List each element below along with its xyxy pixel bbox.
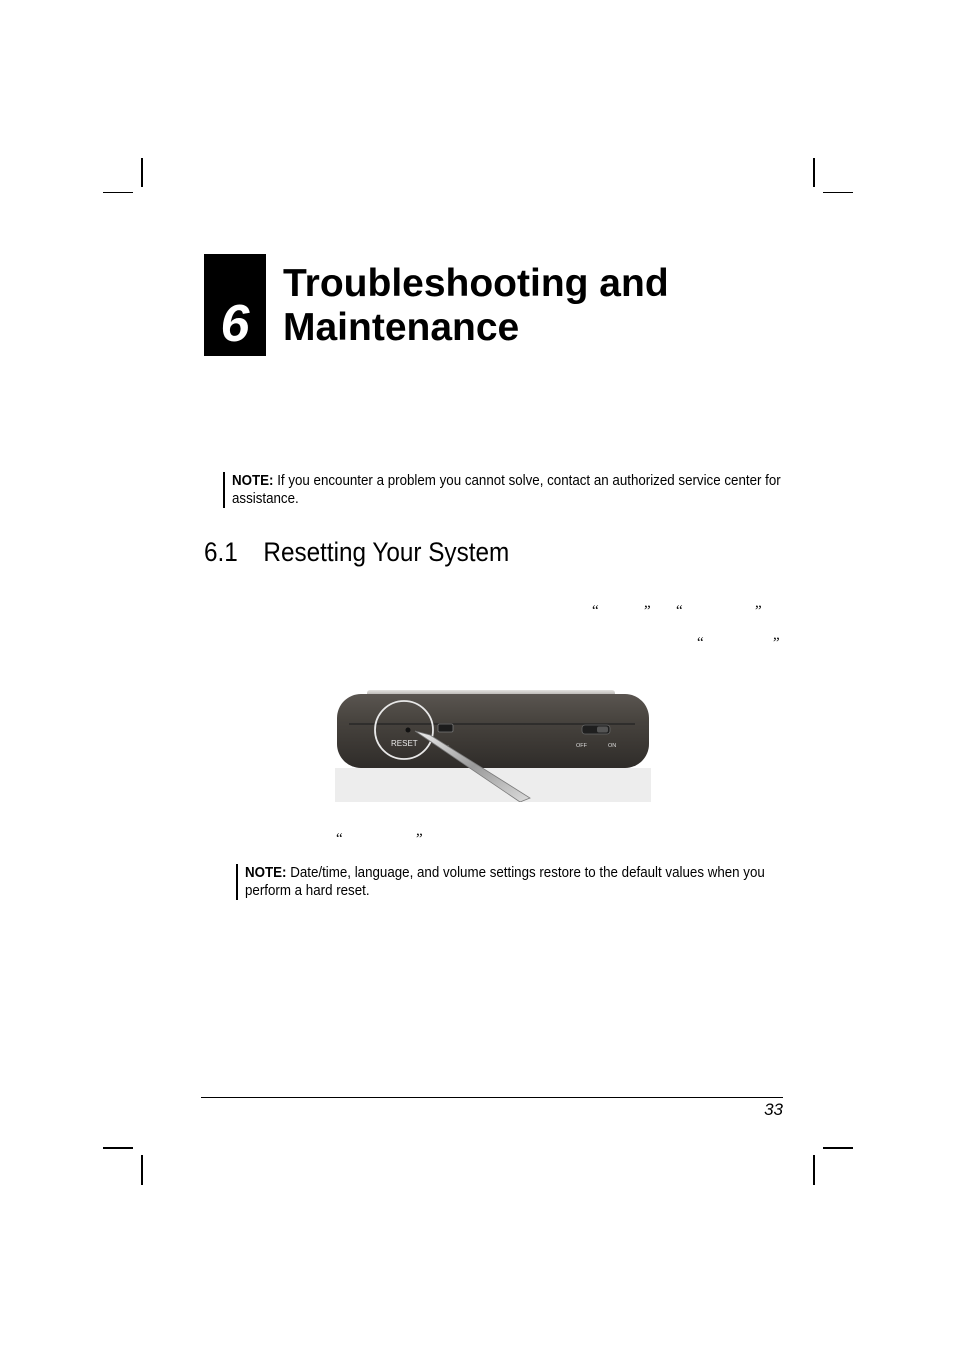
note-text: If you encounter a problem you cannot solve, contact an authorized service center for assistance. <box>232 473 781 507</box>
crop-mark-top-right-vertical <box>813 158 815 187</box>
crop-mark-top-right-horizontal <box>823 192 853 193</box>
crop-mark-bottom-left-horizontal <box>103 1147 133 1149</box>
quote-close: ” <box>644 603 651 619</box>
crop-mark-top-left-vertical <box>141 158 143 187</box>
reset-label: RESET <box>391 739 418 748</box>
reset-hole <box>406 728 411 733</box>
note-hard-reset <box>245 864 774 900</box>
power-switch-knob <box>597 727 608 733</box>
quote-close: ” <box>416 831 423 847</box>
section-number: 6.1 <box>204 537 238 567</box>
note-bar <box>223 472 225 508</box>
note-bar <box>236 864 238 900</box>
device-reset-figure <box>335 688 651 802</box>
page-number: 33 <box>764 1100 783 1119</box>
crop-mark-bottom-right-horizontal <box>823 1147 853 1149</box>
quote-close: ” <box>755 603 762 619</box>
note-label: NOTE: <box>245 865 287 881</box>
quote-open: “ <box>592 603 599 619</box>
note-label: NOTE: <box>232 473 274 489</box>
crop-mark-bottom-left-vertical <box>141 1155 143 1185</box>
note-text: Date/time, language, and volume settings restore to the default values when you perform a hard reset. <box>245 865 765 899</box>
crop-mark-bottom-right-vertical <box>813 1155 815 1185</box>
quote-open: “ <box>676 603 683 619</box>
usb-port <box>438 724 453 732</box>
section-heading <box>204 536 509 568</box>
chapter-title-line2: Maintenance <box>283 306 520 349</box>
quote-open: “ <box>336 831 343 847</box>
switch-off-label: OFF <box>576 743 587 749</box>
crop-mark-top-left-horizontal <box>103 192 133 193</box>
chapter-number: 6 <box>220 295 250 353</box>
chapter-title-line1: Troubleshooting and <box>283 262 669 305</box>
switch-on-label: ON <box>608 743 617 749</box>
quote-close: ” <box>773 635 780 651</box>
quote-open: “ <box>697 635 704 651</box>
note-assistance <box>232 472 784 508</box>
chapter-number-box <box>204 254 266 356</box>
chapter-title <box>283 262 843 350</box>
section-title: Resetting Your System <box>263 537 510 567</box>
device-floor <box>335 768 651 802</box>
footer-rule <box>201 1097 783 1098</box>
